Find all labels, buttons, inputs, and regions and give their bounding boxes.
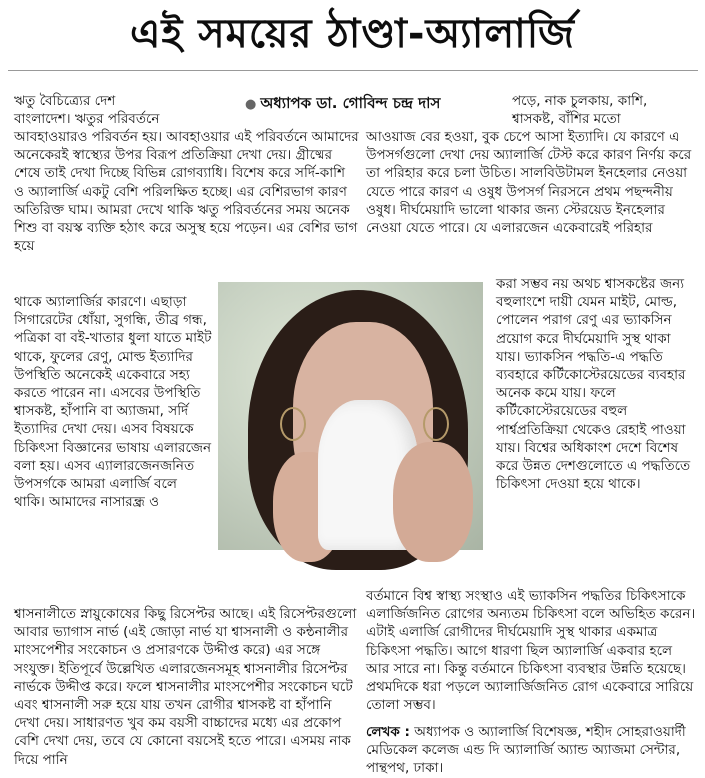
headline: এই সময়ের ঠাণ্ডা-অ্যালার্জি — [130, 11, 575, 57]
para-treatment: আওয়াজ বের হওয়া, বুক চেপে আসা ইত্যাদি। যে কারণে এ উপসর্গগুলো দেখা দেয় অ্যালার্জি টেস্ট করে কারণ নির্ণয় করে তা পরিহার করে চলা উচিত। সালবিউটামল ইনহেলার নেওয়া যেতে পারে কারণ এ ওষুধ উপসর্গ নিরসনে প্রথম পছন্দনীয় ওষুধ। দীর্ঘমেয়াদি ভালো থাকার জন্য স্টেরয়েড ইনহেলার নেওয়া যেতে পারে। যে এলারজেন একেবারেই পরিহার — [366, 129, 692, 237]
para-vaccine: করা সম্ভব নয় অথচ শ্বাসকষ্টের জন্য বহুলাংশে দায়ী যেমন মাইট, মোল্ড, পোলেন পরাগ রেণু এর ভ্যাকসিন প্রয়োগ করে দীর্ঘমেয়াদি সুস্থ থাকা যায়। ভ্যাকসিন পদ্ধতি-এ পদ্ধতি ব্যবহারে কর্টিকোস্টেরয়েডের ব্যবহার অনেক কমে যায়। ফলে কর্টিকোস্টেরয়েডের বহুল পার্শ্বপ্রতিক্রিয়া থেকেও রেহাই পাওয়া যায়। বিশ্বের অধিকাংশ দেশে বিশেষ করে উন্নত দেশগুলোতে এ পদ্ধতিতে চিকিৎসা দেওয়া হয়ে থাকে। — [496, 276, 691, 493]
para-intro-2: বাংলাদেশ। ঋতুর পরিবর্তনে — [14, 111, 160, 127]
para-allergy-causes: থাকে অ্যালার্জির কারণে। এছাড়া সিগারেটের ধোঁয়া, সুগন্ধি, তীব্র গন্ধ, পত্রিকা বা বই-খাতার ধুলা যাতে মাইট থাকে, ফুলের রেণু, মোল্ড ইত্যাদির উপস্থিতি অনেকেই একেবারে সহ্য করতে পারেন না। এসবের উপস্থিতি শ্বাসকষ্ট, হাঁপানি বা অ্যাজমা, সর্দি ইত্যাদির দেখা দেয়। এসব বিষয়কে চিকিৎসা বিজ্ঞানের ভাষায় এলারজেন বলা হয়। এসব এ্যালারজেনজনিত উপসর্গকে আমরা এলার্জি বলে থাকি। আমাদের নাসারন্ধ্র ও — [14, 294, 212, 511]
woman-blowing-nose-photo — [218, 282, 483, 550]
bullet-icon: ● — [245, 97, 257, 112]
writer-credit — [366, 723, 696, 777]
para-intro-1: ঋতু বৈচিত্র্যের দেশ — [14, 93, 116, 109]
para-who: বর্তমানে বিশ্ব স্বাস্থ্য সংস্থাও এই ভ্যাকসিন পদ্ধতির চিকিৎসাকে এলার্জিজনিত রোগের অন্যতম চিকিৎসা বলে অভিহিত করেন। এটাই এলার্জি রোগীদের দীর্ঘমেয়াদি সুস্থ থাকার একমাত্র চিকিৎসা পদ্ধতি। আগে ধারণা ছিল অ্যালার্জি একবার হলে আর সারে না। কিন্তু বর্তমানে চিকিৎসা ব্যবস্থার উন্নতি হয়েছে। প্রথমদিকে ধরা পড়লে অ্যালার্জিজনিত রোগ একেবারে সারিয়ে তোলা সম্ভব। — [366, 588, 696, 714]
byline — [245, 92, 490, 117]
para-receptors: শ্বাসনালীতে স্নায়ুকোষের কিছু রিসেপ্টর আছে। এই রিসেপ্টরগুলো আবার ভ্যাগাস নার্ভ (এই জোড়া নার্ভ যা শ্বাসনালী ও কন্ঠনালীর মাংসপেশীর সংকোচন ও প্রসারণকে উদ্দীপ্ত করে) এর সঙ্গে সংযুক্ত। ইতিপূর্বে উল্লেখিত এলারজেনসমূহ শ্বাসনালীর রিসেপ্টর নার্ভকে উদ্দীপ্ত করে। ফলে শ্বাসনালীর মাংসপেশীর সংকোচন ঘটে এবং শ্বাসনালী সরু হয়ে যায় তখন রোগীর শ্বাসকষ্ট বা হাঁপানি দেখা দেয়। সাধারণত খুব কম বয়সী বাচ্চাদের মধ্যে এর প্রকোপ বেশি দেখা দেয়, তবে যে কোনো বয়সেই হতে পারে। এসময় নাক দিয়ে পানি — [14, 606, 357, 768]
para-weather: আবহাওয়ারও পরিবর্তন হয়। আবহাওয়ার এই পরিবর্তনে আমাদের অনেকেরই স্বাস্থ্যের উপর বিরূপ প্রতিক্রিয়া দেখা দেয়। গ্রীষ্মের শেষে তাই দেখা দিচ্ছে বিভিন্ন রোগব্যাধি। বিশেষ করে সর্দি-কাশি ও অ্যালার্জি একটু বেশি পরিলক্ষিত হচ্ছে। এর বেশিরভাগ কারণ অতিরিক্ত ঘাম। আমরা দেখে থাকি ঋতু পরিবর্তনের সময় অনেক শিশু বা বয়স্ক ব্যক্তি হঠাৎ করে অসুস্থ হয়ে পড়েন। এর বেশির ভাগ হয়ে — [14, 129, 359, 255]
writer-text: অধ্যাপক ও অ্যালার্জি বিশেষজ্ঞ, শহীদ সোহরাওয়ার্দী মেডিকেল কলেজ এন্ড দি অ্যালার্জি অ্যান্ড অ্যাজমা সেন্টার, পান্থপথ, ঢাকা। — [366, 724, 686, 777]
headline-rule — [8, 70, 698, 71]
para-symptoms-top: পড়ে, নাক চুলকায়, কাশি, শ্বাসকষ্ট, বাঁশির মতো — [512, 93, 648, 128]
author-name: অধ্যাপক ডা. গোবিন্দ চন্দ্র দাস — [260, 94, 441, 112]
writer-label: লেখক : — [366, 724, 410, 740]
